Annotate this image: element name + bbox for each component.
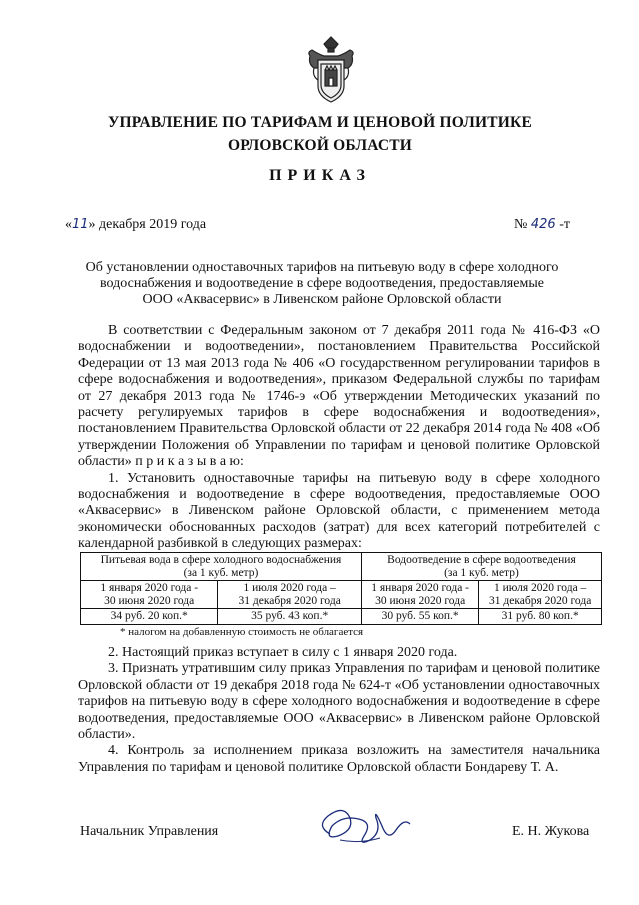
tariff-value-cell: 35 руб. 43 коп.* bbox=[218, 609, 362, 625]
document-subject bbox=[60, 260, 584, 308]
tariff-value-cell: 30 руб. 55 коп.* bbox=[361, 609, 478, 625]
document-type-title: ПРИКАЗ bbox=[269, 167, 371, 184]
tariff-value-cell: 31 руб. 80 коп.* bbox=[479, 609, 602, 625]
document-body-continued bbox=[78, 645, 600, 776]
header-water-label: Питьевая вода в сфере холодного водоснабжения bbox=[100, 554, 342, 566]
table-row bbox=[81, 553, 602, 581]
number-suffix: -т bbox=[559, 217, 570, 232]
orel-coat-of-arms-icon bbox=[304, 34, 358, 106]
period-end: 30 июня 2020 года bbox=[375, 594, 466, 607]
table-header-sewage bbox=[361, 553, 601, 581]
item-3-paragraph: 3. Признать утратившим силу приказ Управления по тарифам и ценовой политике Орловской области от 19 декабря 2018 года № 624-т «Об установлении одноставочных тарифов на питьевую воду в сфере холодного водоснабжения и водоотведение в сфере водоотведения, предоставляемые ООО «Аквасервис» в Ливенском районе Орловской области». bbox=[78, 661, 600, 743]
signatory-position: Начальник Управления bbox=[80, 824, 219, 839]
period-cell bbox=[361, 581, 478, 609]
table-row bbox=[81, 581, 602, 609]
item-1-paragraph: 1. Установить одноставочные тарифы на питьевую воду в сфере холодного водоснабжения и водоотведение в сфере водоотведения, предоставляемые ООО «Аквасервис» в Ливенском районе Орловской области, с применением метода экономически обоснованных расходов (затрат) для всех категорий потребителей с календарной разбивкой в следующих размерах: bbox=[78, 470, 600, 552]
header-water-unit: (за 1 куб. метр) bbox=[183, 566, 259, 579]
tariff-table bbox=[80, 552, 602, 625]
subject-line1: Об установлении одноставочных тарифов на питьевую воду в сфере холодного bbox=[85, 260, 559, 275]
period-end: 31 декабря 2020 года bbox=[238, 594, 341, 607]
date-open-quote: « bbox=[65, 217, 72, 232]
preamble-paragraph: В соответствии с Федеральным законом от 7 декабря 2011 года № 416-ФЗ «О водоснабжении и водоотведении», постановлением Правительства Российской Федерации от 13 мая 2013 года № 406 «О государственном регулировании тарифов в сфере водоснабжения и водоотведения», приказом Федеральной службы по тарифам от 27 декабря 2013 года № 1746-э «Об утверждении Методических указаний по расчету регулируемых тарифов в сфере водоснабжения и водоотведения», постановлением Правительства Орловской области от 22 декабря 2014 года № 408 «Об утверждении Положения об Управлении по тарифам и ценовой политике Орловской области» п р и к а з ы в а ю: bbox=[78, 323, 600, 470]
header-sewage-unit: (за 1 куб. метр) bbox=[444, 566, 519, 579]
document-body bbox=[78, 323, 600, 553]
subject-line3: ООО «Аквасервис» в Ливенском районе Орловской области bbox=[142, 292, 502, 307]
period-start: 1 января 2020 года - bbox=[371, 582, 469, 594]
org-name-line1: УПРАВЛЕНИЕ ПО ТАРИФАМ И ЦЕНОВОЙ ПОЛИТИКЕ bbox=[107, 114, 533, 131]
period-end: 31 декабря 2020 года bbox=[489, 594, 592, 607]
number-handwritten: 426 bbox=[530, 217, 556, 232]
date-rest: » декабря 2019 года bbox=[88, 217, 207, 232]
handwritten-signature-icon bbox=[310, 796, 420, 856]
item-4-paragraph: 4. Контроль за исполнением приказа возложить на заместителя начальника Управления по тарифам и ценовой политике Орловской области Бондареву Т. А. bbox=[78, 743, 600, 775]
number-prefix: № bbox=[514, 217, 528, 232]
tariff-value-cell: 34 руб. 20 коп.* bbox=[81, 609, 218, 625]
item-2-paragraph: 2. Настоящий приказ вступает в силу с 1 января 2020 года. bbox=[108, 645, 458, 660]
period-cell bbox=[81, 581, 218, 609]
header-sewage-label: Водоотведение в сфере водоотведения bbox=[387, 554, 576, 566]
document-date bbox=[65, 217, 206, 233]
period-end: 30 июня 2020 года bbox=[104, 594, 195, 607]
period-start: 1 июля 2020 года – bbox=[243, 582, 336, 594]
signatory-name: Е. Н. Жукова bbox=[512, 824, 590, 839]
org-name-line2: ОРЛОВСКОЙ ОБЛАСТИ bbox=[227, 137, 413, 154]
period-cell bbox=[218, 581, 362, 609]
vat-footnote: * налогом на добавленную стоимость не облагается bbox=[120, 626, 364, 638]
document-number bbox=[514, 217, 570, 233]
date-day-handwritten: 11 bbox=[72, 217, 89, 232]
period-start: 1 января 2020 года - bbox=[100, 582, 199, 594]
period-cell bbox=[479, 581, 602, 609]
table-row bbox=[81, 609, 602, 625]
period-start: 1 июля 2020 года – bbox=[494, 582, 587, 594]
table-header-water bbox=[81, 553, 362, 581]
subject-line2: водоснабжения и водоотведение в сфере водоотведения, предоставляемые bbox=[100, 276, 544, 291]
